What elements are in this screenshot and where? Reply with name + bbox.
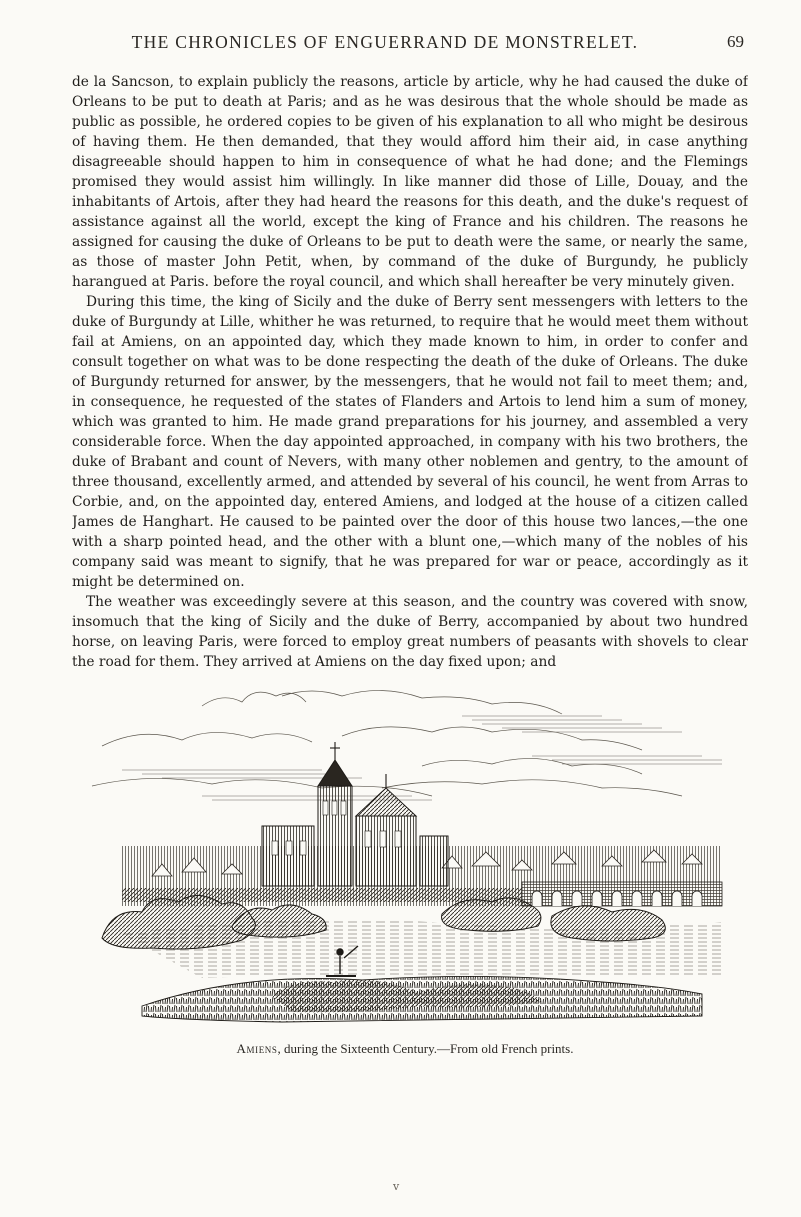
running-title: THE CHRONICLES OF ENGUERRAND DE MONSTRELET.	[131, 32, 639, 52]
page-number: 69	[727, 32, 744, 51]
paragraph: de la Sancson, to explain publicly the reasons, article by article, why he had caused the duke of Orleans to be put to death at Paris; and as he was desirous that the whole should be made as public as possible, he ordered copies to be given of his explanation to all who might be desirous of having them. He then demanded, that they would afford him their aid, in case anything disagreeable should happen to him in consequence of what he had done; and the Flemings promised they would assist him willingly. In like manner did those of Lille, Douay, and the inhabitants of Artois, after they had heard the reasons for this death, and the duke's request of assistance against all the world, except the king of France and his children. The reasons he assigned for causing the duke of Orleans to be put to death were the same, or nearly the same, as those of master John Petit, when, by command of the duke of Burgundy, he publicly harangued at Paris. before the royal council, and which shall hereafter be very minutely given.	[72, 74, 748, 290]
engraving-image	[82, 676, 730, 1030]
signature-mark: v	[393, 1180, 400, 1193]
caption-place: Amiens	[236, 1041, 278, 1056]
page-header	[66, 32, 744, 58]
paragraph: During this time, the king of Sicily and the duke of Berry sent messengers with letters to the duke of Burgundy at Lille, whither he was returned, to require that he would meet them without fail at Amiens, on an appointed day, which they made known to him, in order to confer and consult together on what was to be done respecting the death of the duke of Orleans. The duke of Burgundy returned for answer, by the messengers, that he would not fail to meet them; and, in consequence, he requested of the states of Flanders and Artois to lend him a sum of money, which was granted to him. He made grand preparations for his journey, and assembled a very considerable force. When the day appointed approached, in company with his two brothers, the duke of Brabant and count of Nevers, with many other noblemen and gentry, to the amount of three thousand, excellently armed, and attended by several of his council, he went from Arras to Corbie, and, on the appointed day, entered Amiens, and lodged at the house of a citizen called James de Hanghart. He caused to be painted over the door of this house two lances,—the one with a sharp pointed head, and the other with a blunt one,—which many of the nobles of his company said was meant to signify, that he was prepared for war or peace, accordingly as it might be determined on.	[72, 294, 748, 590]
illustration-caption	[66, 1041, 744, 1057]
engraving-amiens	[82, 676, 730, 1030]
chronicle-text	[72, 72, 748, 674]
caption-text: , during the Sixteenth Century.—From old French prints.	[277, 1041, 574, 1056]
paragraph: The weather was exceedingly severe at this season, and the country was covered with snow, insomuch that the king of Sicily and the duke of Berry, accompanied by about two hundred horse, on leaving Paris, were forced to employ great numbers of peasants with shovels to clear the road for them. They arrived at Amiens on the day fixed upon; and	[72, 594, 748, 670]
